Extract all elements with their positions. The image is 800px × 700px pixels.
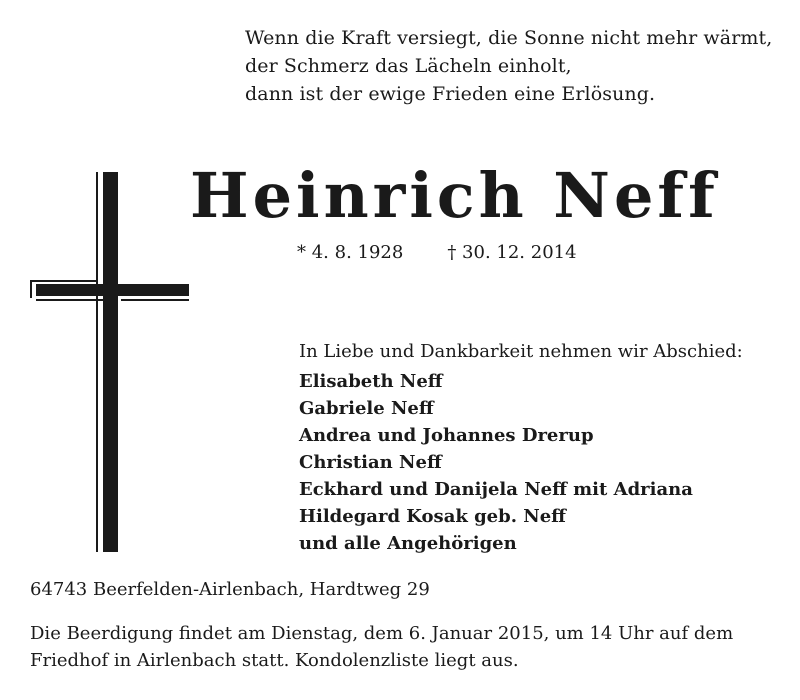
family-address: 64743 Beerfelden-Airlenbach, Hardtweg 29: [30, 579, 430, 600]
mourner-name: Hildegard Kosak geb. Neff: [299, 506, 566, 527]
funeral-line: Die Beerdigung findet am Dienstag, dem 6. Januar 2015, um 14 Uhr auf dem: [30, 623, 734, 644]
mourner-name: Andrea und Johannes Drerup: [299, 425, 594, 446]
verse-line: dann ist der ewige Frieden eine Erlösung.: [245, 83, 656, 105]
mourner-name: Eckhard und Danijela Neff mit Adriana: [299, 479, 693, 500]
mourner-name: und alle Angehörigen: [299, 533, 517, 554]
death-date: † 30. 12. 2014: [447, 242, 577, 263]
farewell-intro: In Liebe und Dankbarkeit nehmen wir Abschied:: [299, 341, 743, 362]
verse-line: Wenn die Kraft versiegt, die Sonne nicht mehr wärmt,: [245, 27, 773, 49]
opening-verse: [245, 24, 785, 108]
life-dates: [297, 240, 577, 266]
funeral-notice: [30, 620, 733, 674]
funeral-line: Friedhof in Airlenbach statt. Kondolenzliste liegt aus.: [30, 650, 519, 671]
deceased-name: Heinrich Neff: [190, 159, 719, 232]
mourner-name: Gabriele Neff: [299, 398, 434, 419]
verse-line: der Schmerz das Lächeln einholt,: [245, 55, 572, 77]
birth-date: * 4. 8. 1928: [297, 242, 404, 263]
mourner-name: Elisabeth Neff: [299, 371, 443, 392]
mourner-name: Christian Neff: [299, 452, 442, 473]
mourners-list: [299, 368, 693, 557]
